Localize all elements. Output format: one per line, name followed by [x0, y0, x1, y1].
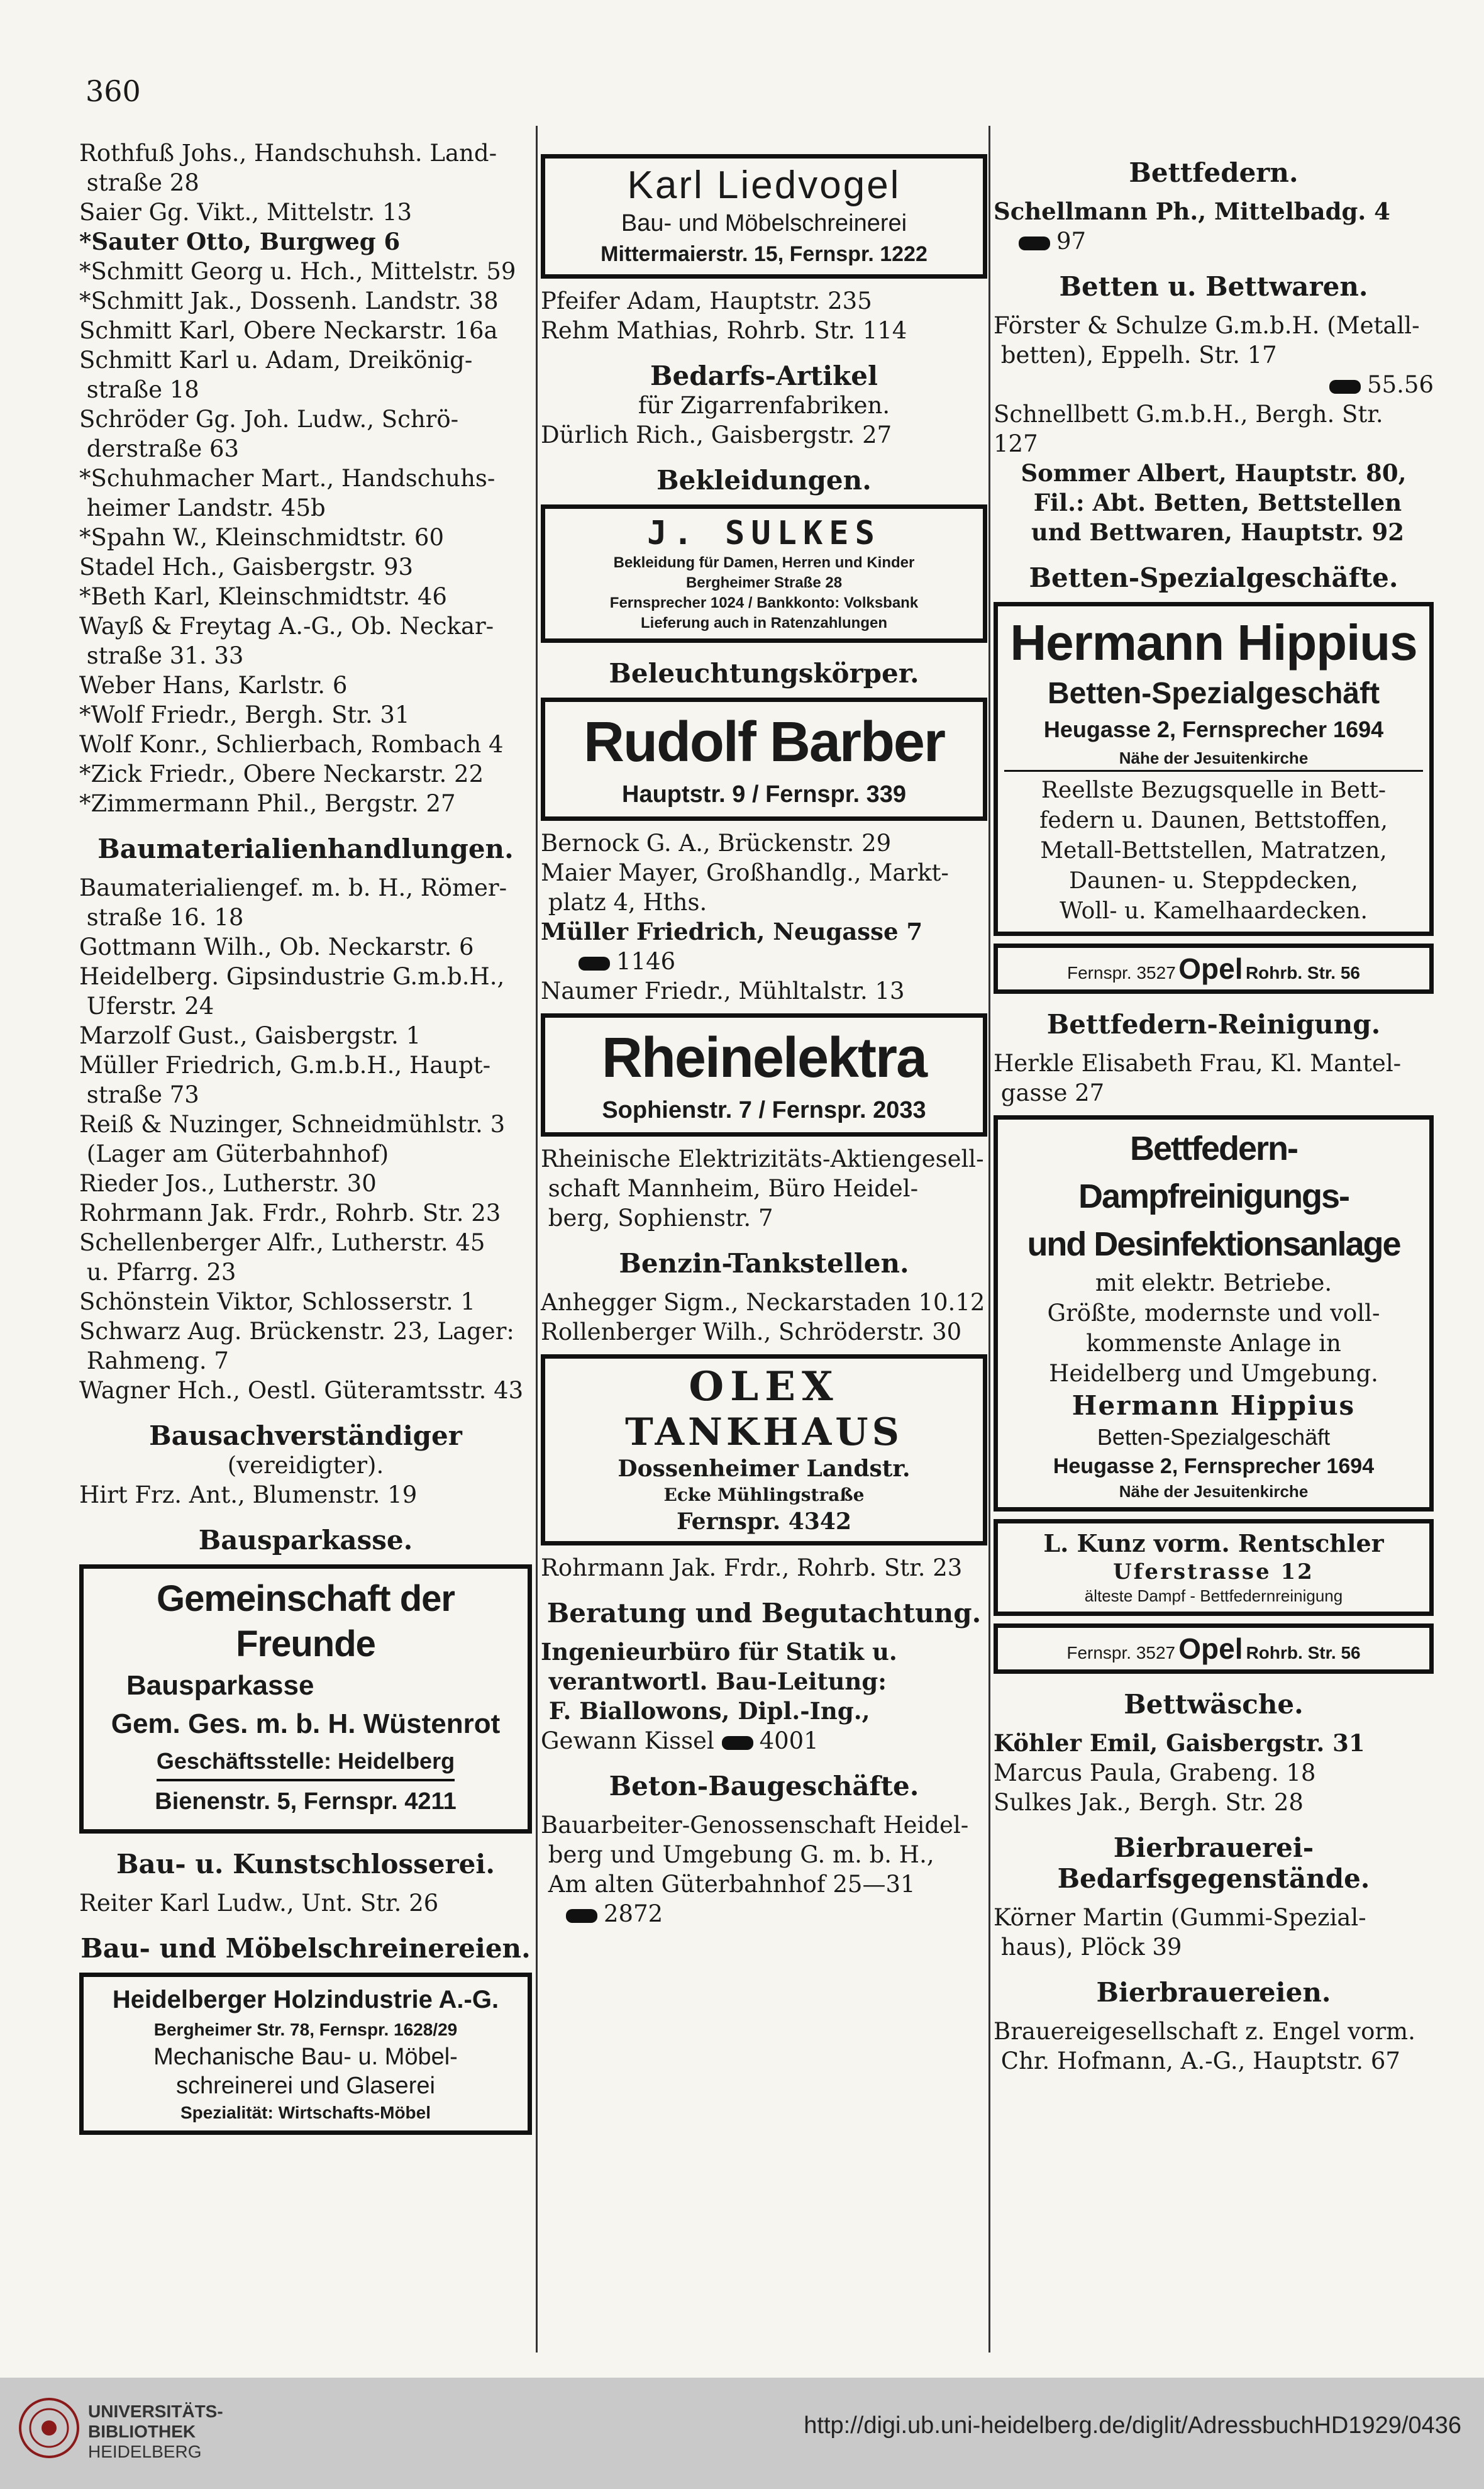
list-item: *Wolf Friedr., Bergh. Str. 31 [79, 701, 410, 728]
library-name-line: UNIVERSITÄTS- [88, 2402, 223, 2421]
section-heading: Beratung und Begutachtung. [546, 1598, 982, 1629]
advert-hippius [994, 602, 1434, 936]
list-item: *Spahn W., Kleinschmidtstr. 60 [79, 524, 444, 551]
list-item: Schellmann Ph., Mittelbadg. 4 [994, 198, 1390, 225]
list-item: Gottmann Wilh., Ob. Neckarstr. 6 [79, 933, 474, 961]
list-item: *Beth Karl, Kleinschmidtstr. 46 [79, 583, 447, 610]
list-item: Marcus Paula, Grabeng. 18 [994, 1759, 1316, 1786]
advert-line: Bau- und Möbelschreinerei [621, 210, 907, 237]
advert-title: Bettfedern-Dampfreinigungs- [1078, 1130, 1349, 1215]
telephone-icon [1019, 237, 1050, 250]
advert-line: Rohrb. Str. 56 [1245, 963, 1360, 983]
list-item: Hirt Frz. Ant., Blumenstr. 19 [79, 1481, 418, 1508]
list-item: Förster & Schulze G.m.b.H. (Metall- betten), Eppelh. Str. 17 [994, 312, 1420, 369]
advert-title: Heidelberger Holzindustrie A.-G. [112, 1986, 499, 2013]
advert-line: Ecke Mühlingstraße [663, 1484, 865, 1505]
telephone-icon [722, 1736, 753, 1750]
list-item: *Zimmermann Phil., Bergstr. 27 [79, 790, 456, 817]
list-item: Anhegger Sigm., Neckarstaden 10.12 [541, 1289, 985, 1316]
list-item: Schmitt Karl u. Adam, Dreikönig- straße 18 [79, 347, 473, 403]
advert-barber [541, 698, 987, 821]
list-item: Pfeifer Adam, Hauptstr. 235 [541, 287, 872, 315]
advert-line: Bausparkasse [126, 1670, 314, 1701]
list-item: Herkle Elisabeth Frau, Kl. Mantel- gasse 27 [994, 1050, 1402, 1106]
section-subheading: für Zigarrenfabriken. [638, 392, 890, 419]
list-item: Stadel Hch., Gaisbergstr. 93 [79, 554, 414, 581]
advert-line: Fernspr. 4342 [677, 1508, 851, 1535]
section-heading: Bierbrauerei- Bedarfsgegenstände. [1057, 1832, 1370, 1894]
list-item: Heidelberg. Gipsindustrie G.m.b.H., Uferstr. 24 [79, 963, 505, 1020]
advert-dampfreinigung [994, 1115, 1434, 1512]
advert-line: Nähe der Jesuitenkirche [1119, 749, 1309, 767]
advert-line: Bergheimer Str. 78, Fernspr. 1628/29 [153, 2020, 458, 2039]
advert-opel-1 [994, 944, 1434, 994]
list-item: Schmitt Karl, Obere Neckarstr. 16a [79, 317, 498, 344]
advert-line: Mechanische Bau- u. Möbel- [153, 2044, 458, 2070]
advert-line: Hauptstr. 9 / Fernspr. 339 [622, 781, 906, 808]
list-item: Ingenieurbüro für Statik u. verantwortl. Bau-Leitung: F. Biallowons, Dipl.-Ing., [541, 1638, 897, 1725]
advert-kunz [994, 1519, 1434, 1616]
section-heading: Beleuchtungskörper. [609, 658, 919, 689]
advert-title: Gemeinschaft der Freunde [157, 1578, 455, 1664]
list-item: Schönstein Viktor, Schlosserstr. 1 [79, 1288, 475, 1315]
advert-sulkes [541, 504, 987, 643]
list-item: Wolf Konr., Schlierbach, Rombach 4 [79, 731, 504, 758]
phone-number: 4001 [759, 1727, 819, 1754]
section-heading: Baumaterialienhandlungen. [97, 833, 514, 864]
advert-title: Karl Liedvogel [627, 164, 901, 207]
advert-olex [541, 1354, 987, 1545]
phone-number: 1146 [616, 948, 676, 975]
advert-title: L. Kunz vorm. Rentschler [1043, 1529, 1384, 1557]
list-item: Weber Hans, Karlstr. 6 [79, 672, 348, 699]
advert-title: TANKHAUS [625, 1410, 903, 1454]
list-item: Rohrmann Jak. Frdr., Rohrb. Str. 23 [541, 1554, 963, 1581]
advert-line: schreinerei und Glaserei [176, 2073, 435, 2099]
list-item: Müller Friedrich, G.m.b.H., Haupt- straße 73 [79, 1052, 491, 1108]
advert-text: mit elektr. Betriebe. Größte, modernste und voll- kommenste Anlage in Heidelberg und Umgebung. [1047, 1269, 1380, 1387]
list-item: Rheinische Elektrizitäts-Aktiengesell- schaft Mannheim, Büro Heidel- berg, Sophienstr. 7 [541, 1145, 984, 1232]
advert-line: Bergheimer Straße 28 [685, 574, 843, 591]
phone-number: 55.56 [1367, 371, 1434, 398]
list-item: Reiter Karl Ludw., Unt. Str. 26 [79, 1890, 439, 1917]
advert-line: Nähe der Jesuitenkirche [1119, 1482, 1309, 1501]
list-item: Dürlich Rich., Gaisbergstr. 27 [541, 421, 892, 448]
list-item: Gewann Kissel [541, 1727, 714, 1754]
advert-line: Spezialität: Wirtschafts-Möbel [180, 2103, 431, 2122]
advert-line: älteste Dampf - Bettfedernreinigung [1084, 1586, 1343, 1605]
list-item: Bernock G. A., Brückenstr. 29 [541, 830, 892, 857]
advert-line: Bienenstr. 5, Fernspr. 4211 [155, 1788, 457, 1815]
list-item: *Schmitt Jak., Dossenh. Landstr. 38 [79, 287, 499, 315]
section-heading: Bettfedern-Reinigung. [1046, 1009, 1381, 1040]
list-item: Rehm Mathias, Rohrb. Str. 114 [541, 317, 907, 344]
advert-line: Betten-Spezialgeschäft [1097, 1424, 1331, 1450]
telephone-icon [566, 1909, 597, 1923]
column-1 [79, 138, 532, 2142]
list-item: Rothfuß Johs., Handschuhsh. Land- straße 28 [79, 140, 497, 196]
library-name-line: HEIDELBERG [88, 2442, 202, 2461]
list-item: Schwarz Aug. Brückenstr. 23, Lager: Rahmeng. 7 [79, 1318, 514, 1374]
page-number: 360 [86, 74, 141, 108]
list-item: *Schuhmacher Mart., Handschuhs- heimer Landstr. 45b [79, 465, 496, 521]
advert-opel-2 [994, 1623, 1434, 1674]
advert-line: Heugasse 2, Fernsprecher 1694 [1043, 716, 1384, 742]
list-item: Marzolf Gust., Gaisbergstr. 1 [79, 1022, 421, 1049]
list-item: Körner Martin (Gummi-Spezial- haus), Plöck 39 [994, 1904, 1366, 1961]
list-item: Müller Friedrich, Neugasse 7 [541, 918, 923, 945]
advert-liedvogel [541, 154, 987, 279]
advert-title: und Desinfektionsanlage [1027, 1225, 1400, 1263]
list-item: Sommer Albert, Hauptstr. 80, Fil.: Abt. Betten, Bettstellen und Bettwaren, Hauptstr. 92 [1021, 459, 1407, 546]
section-heading: Bedarfs-Artikel [650, 360, 878, 391]
phone-number: 97 [1056, 228, 1087, 255]
advert-line: Heugasse 2, Fernsprecher 1694 [1053, 1454, 1375, 1478]
library-name-line: BIBLIOTHEK [88, 2422, 196, 2441]
list-item: Schellenberger Alfr., Lutherstr. 45 u. Pfarrg. 23 [79, 1229, 485, 1286]
list-item: Köhler Emil, Gaisbergstr. 31 [994, 1729, 1365, 1757]
list-item: Saier Gg. Vikt., Mittelstr. 13 [79, 199, 413, 226]
advert-line: Fernspr. 3527 [1067, 963, 1176, 983]
section-heading: Bausparkasse. [198, 1525, 413, 1556]
advert-line: Dossenheimer Landstr. [617, 1456, 911, 1482]
advert-line: Betten-Spezialgeschäft [1047, 677, 1380, 710]
column-rule-right [988, 126, 990, 2353]
advert-line: Uferstrasse 12 [1113, 1559, 1314, 1584]
opel-logo: Opel [1178, 1632, 1243, 1665]
advert-title: OLEX [689, 1363, 839, 1410]
advert-line: Geschäftsstelle: Heidelberg [157, 1744, 455, 1781]
library-name [88, 2402, 223, 2462]
list-item: Sulkes Jak., Bergh. Str. 28 [994, 1789, 1304, 1816]
advert-rheinelektra [541, 1013, 987, 1137]
advert-line: Hermann Hippius [1071, 1390, 1356, 1421]
advert-text: Reellste Bezugsquelle in Bett- federn u. Daunen, Bettstoffen, Metall-Bettstellen, Matratzen, Daunen- u. Steppdecken, Woll- u. Kamelhaardecken. [1004, 770, 1423, 927]
list-item: Bauarbeiter-Genossenschaft Heidel- berg und Umgebung G. m. b. H., Am alten Güterbahnhof 25—31 [541, 1812, 969, 1898]
list-item: Rieder Jos., Lutherstr. 30 [79, 1170, 377, 1197]
section-heading: Benzin-Tankstellen. [619, 1248, 909, 1279]
phone-number: 2872 [604, 1900, 663, 1927]
advert-title: Hermann Hippius [1010, 615, 1417, 671]
list-item: Naumer Friedr., Mühltalstr. 13 [541, 977, 905, 1005]
advert-title: J. SULKES [647, 515, 881, 552]
list-item: Baumaterialiengef. m. b. H., Römer- straße 16. 18 [79, 874, 507, 931]
advert-line: Bekleidung für Damen, Herren und Kinder [613, 554, 915, 571]
advert-line: Mittermaierstr. 15, Fernspr. 1222 [601, 242, 928, 266]
telephone-icon [1329, 380, 1361, 394]
advert-line: Fernspr. 3527 [1066, 1643, 1176, 1662]
section-heading: Bau- u. Kunstschlosserei. [116, 1849, 495, 1879]
list-item: Maier Mayer, Großhandlg., Markt- platz 4, Hths. [541, 859, 949, 916]
section-heading: Betten-Spezialgeschäfte. [1029, 562, 1398, 593]
column-3 [994, 138, 1434, 2076]
advert-holzindustrie [79, 1973, 532, 2135]
column-rule-left [536, 126, 538, 2353]
list-item: Schnellbett G.m.b.H., Bergh. Str. 127 [994, 401, 1391, 457]
university-library-logo-icon [18, 2397, 80, 2459]
list-item: Brauereigesellschaft z. Engel vorm. Chr. Hofmann, A.-G., Hauptstr. 67 [994, 2018, 1415, 2074]
list-item: Wagner Hch., Oestl. Güteramtsstr. 43 [79, 1377, 524, 1404]
column-2 [541, 138, 987, 1929]
section-heading: Bettfedern. [1129, 157, 1298, 188]
list-item: *Sauter Otto, Burgweg 6 [79, 228, 401, 255]
list-item: Rohrmann Jak. Frdr., Rohrb. Str. 23 [79, 1200, 501, 1227]
advert-line: Lieferung auch in Ratenzahlungen [640, 615, 888, 632]
list-item: Wayß & Freytag A.-G., Ob. Neckar- straße 31. 33 [79, 613, 494, 669]
opel-logo: Opel [1178, 952, 1243, 985]
list-item: *Zick Friedr., Obere Neckarstr. 22 [79, 760, 484, 788]
section-heading: Beton-Baugeschäfte. [609, 1771, 919, 1801]
section-heading: Betten u. Bettwaren. [1059, 271, 1368, 302]
section-heading: Bau- und Möbelschreinereien. [80, 1933, 531, 1964]
advert-line: Fernsprecher 1024 / Bankkonto: Volksbank [609, 594, 919, 611]
list-item: *Schmitt Georg u. Hch., Mittelstr. 59 [79, 258, 516, 285]
section-subheading: (vereidigter). [227, 1452, 384, 1479]
advert-line: Sophienstr. 7 / Fernspr. 2033 [602, 1097, 926, 1123]
list-item: Schröder Gg. Joh. Ludw., Schrö- derstraße 63 [79, 406, 459, 462]
source-url-link[interactable]: http://digi.ub.uni-heidelberg.de/diglit/AdressbuchHD1929/0436 [804, 2412, 1461, 2439]
list-item: Reiß & Nuzinger, Schneidmühlstr. 3 (Lager am Güterbahnhof) [79, 1111, 506, 1167]
telephone-icon [579, 957, 610, 971]
advert-line: Rohrb. Str. 56 [1246, 1643, 1361, 1662]
advert-line: Gem. Ges. m. b. H. Wüstenrot [111, 1708, 501, 1739]
advert-title: Rheinelektra [601, 1027, 927, 1089]
section-heading: Bettwäsche. [1124, 1689, 1304, 1720]
section-heading: Bekleidungen. [656, 465, 872, 496]
list-item: Rollenberger Wilh., Schröderstr. 30 [541, 1318, 962, 1345]
section-heading: Bausachverständiger [149, 1420, 462, 1451]
section-heading: Bierbrauereien. [1096, 1977, 1331, 2008]
advert-title: Rudolf Barber [583, 711, 945, 774]
advert-bausparkasse [79, 1564, 532, 1834]
